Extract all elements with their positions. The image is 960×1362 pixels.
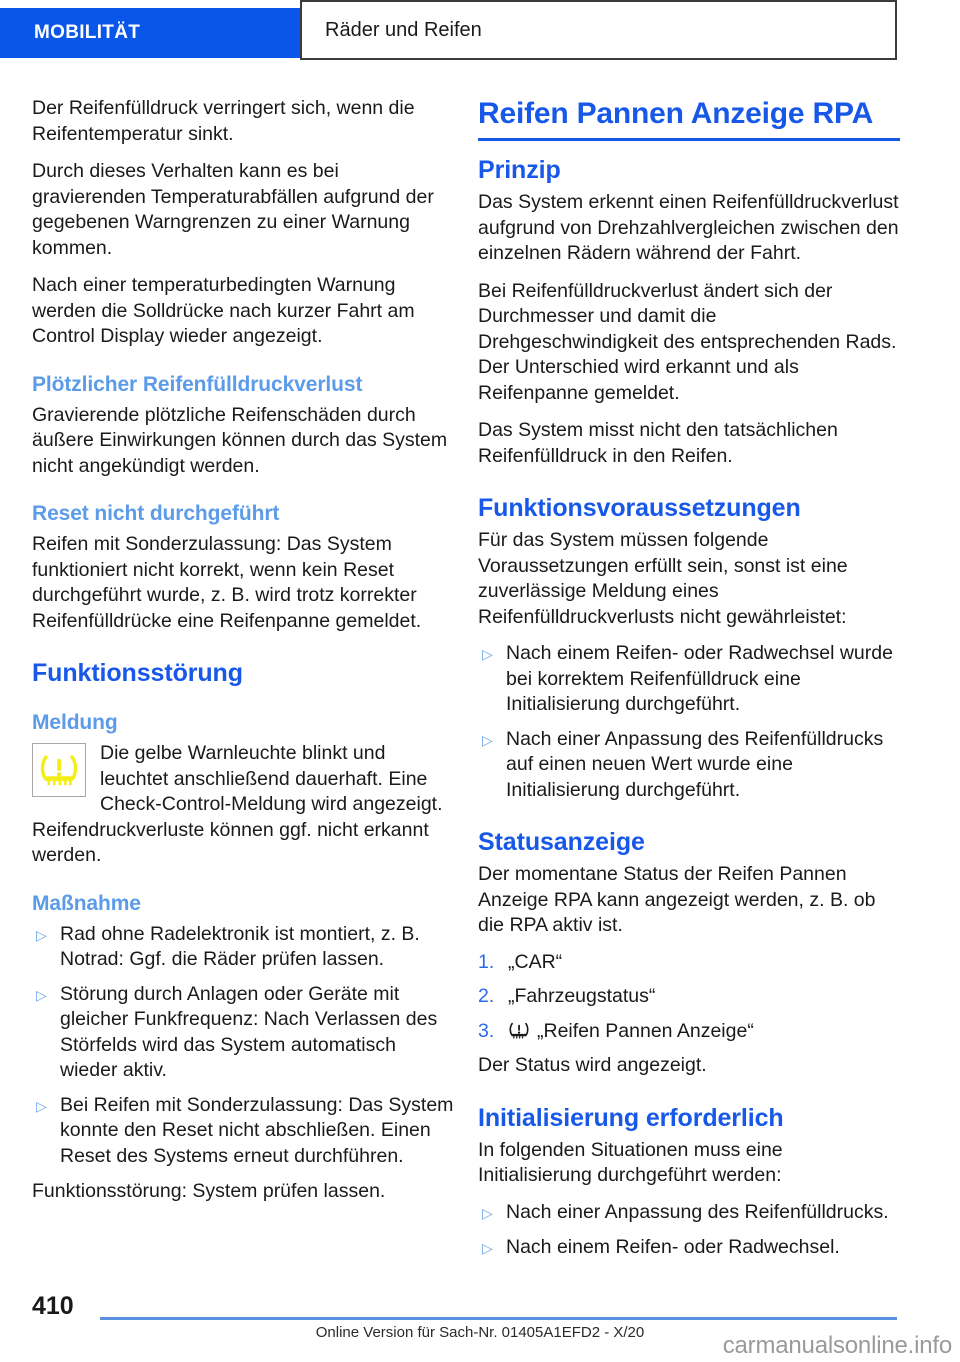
paragraph-intro-1: Der Reifenfülldruck verringert sich, wenn die Reifentemperatur sinkt. (32, 97, 415, 145)
step-number: 1. (478, 950, 495, 973)
list-item (32, 1093, 454, 1170)
list-item (478, 727, 900, 804)
list-item-label: Störung durch Anlagen oder Geräte mit gleicher Funkfrequenz: Nach Verlassen des Störfelds wird das System automatisch wieder aktiv. (60, 982, 438, 1081)
tpms-inline-icon (508, 1019, 530, 1045)
list-item-label: Nach einem Reifen- oder Radwechsel wurde bei korrektem Reifenfülldruck eine Initialisierung durchgeführt. (506, 642, 893, 715)
right-column (478, 96, 900, 1271)
list-item (478, 641, 900, 718)
page-number: 410 (32, 1292, 74, 1320)
step-number: 3. (478, 1019, 495, 1042)
paragraph-status-closing: Der Status wird angezeigt. (478, 1054, 707, 1076)
heading-measure: Maßnahme (32, 891, 141, 915)
step-label: „Reifen Pannen Anzeige“ (537, 1019, 754, 1042)
page-title: Reifen Pannen Anzeige RPA (478, 96, 900, 141)
step-label-wrapper (508, 950, 900, 976)
measure-list (32, 922, 454, 1170)
paragraph-malfunction-closing: Funktionsstörung: System prüfen lassen. (32, 1180, 386, 1202)
list-item (478, 1019, 900, 1045)
list-item-label: Nach einer Anpassung des Reifenfülldrucks auf einen neuen Wert wurde eine Initialisierung durchgeführt. (506, 727, 884, 801)
step-number: 2. (478, 985, 495, 1007)
heading-initialization-required: Initialisierung erforderlich (478, 1103, 784, 1132)
step-label: „Fahrzeugstatus“ (508, 985, 656, 1007)
heading-status-display: Statusanzeige (478, 828, 645, 856)
list-item-label: Bei Reifen mit Sonderzulassung: Das System konnte den Reset nicht abschließen. Einen Reset des Systems erneut durchführen. (60, 1093, 454, 1167)
list-item (32, 982, 454, 1084)
paragraph-prerequisites-intro: Für das System müssen folgende Voraussetzungen erfüllt sein, sonst ist eine zuverlässige Meldung eines Reifenfülldruckverlusts nicht gewährleistet: (478, 529, 848, 628)
bullet-triangle-icon: ▷ (482, 731, 493, 748)
paragraph-sudden-pressure-loss: Gravierende plötzliche Reifenschäden durch äußere Einwirkungen können durch das System nicht angekündigt werden. (32, 403, 448, 477)
list-item-label: Nach einem Reifen- oder Radwechsel. (506, 1235, 840, 1258)
step-label-wrapper (508, 1019, 900, 1045)
paragraph-initialization-intro: In folgenden Situationen muss eine Initialisierung durchgeführt werden: (478, 1138, 783, 1186)
bullet-triangle-icon: ▷ (36, 986, 47, 1003)
bullet-triangle-icon: ▷ (482, 646, 493, 662)
bullet-triangle-icon: ▷ (482, 1239, 493, 1256)
paragraph-reset-not-performed: Reifen mit Sonderzulassung: Das System funktioniert nicht korrekt, wenn kein Reset durchgeführt wurde, z. B. wird trotz korrekter Reifenfülldrücke eine Reifenpanne gemeldet. (32, 533, 422, 632)
paragraph-principle-1: Das System erkennt einen Reifenfülldruckverlust aufgrund von Drehzahlvergleichen zwischen den einzelnen Rädern während der Fahrt. (478, 191, 899, 264)
prerequisites-list (478, 641, 900, 803)
heading-sudden-pressure-loss: Plötzlicher Reifenfülldruckverlust (32, 372, 363, 396)
watermark-label: carmanualsonline.info (722, 1332, 952, 1359)
header-section-label: Räder und Reifen (325, 19, 482, 41)
heading-principle: Prinzip (478, 156, 561, 184)
heading-message: Meldung (32, 711, 118, 734)
heading-reset-not-performed: Reset nicht durchgeführt (32, 502, 280, 525)
heading-prerequisites: Funktionsvoraussetzungen (478, 494, 801, 522)
paragraph-principle-3: Das System misst nicht den tatsächlichen Reifenfülldruck in den Reifen. (478, 419, 838, 467)
list-item (478, 950, 900, 976)
list-item-label: Nach einer Anpassung des Reifenfülldrucks. (506, 1200, 889, 1223)
header-chapter-tab[interactable] (0, 8, 300, 58)
paragraph-message-text: Die gelbe Warnleuchte blinkt und leuchtet anschließend dauerhaft. Eine Check-Control-Meldung wird angezeigt. Reifendruckverluste können ggf. nicht erkannt werden. (32, 742, 443, 866)
step-label: „CAR“ (508, 950, 563, 973)
tpms-warning-icon (32, 743, 86, 797)
message-block (32, 741, 454, 869)
list-item (32, 922, 454, 973)
paragraph-intro-2: Durch dieses Verhalten kann es bei gravierenden Temperaturabfällen aufgrund der gegebenen Warngrenzen zu einer Warnung kommen. (32, 160, 434, 259)
heading-malfunction: Funktionsstörung (32, 659, 243, 687)
header-chapter-label: MOBILITÄT (34, 22, 141, 43)
list-item (478, 1200, 900, 1226)
paragraph-status-display-intro: Der momentane Status der Reifen Pannen Anzeige RPA kann angezeigt werden, z. B. ob die RPA aktiv ist. (478, 863, 876, 936)
bullet-triangle-icon: ▷ (482, 1204, 493, 1221)
footer-divider (100, 1317, 897, 1320)
list-item-label: Rad ohne Radelektronik ist montiert, z. B. Notrad: Ggf. die Räder prüfen lassen. (60, 922, 420, 970)
paragraph-intro-3: Nach einer temperaturbedingten Warnung werden die Solldrücke nach kurzer Fahrt am Control Display wieder angezeigt. (32, 274, 415, 347)
status-display-steps (478, 950, 900, 1045)
initialization-list (478, 1200, 900, 1261)
left-column (32, 96, 454, 1217)
bullet-triangle-icon: ▷ (36, 926, 47, 943)
step-label-wrapper (508, 984, 900, 1010)
online-version-note: Online Version für Sach-Nr. 01405A1EFD2 - X/20 (315, 1324, 645, 1341)
paragraph-principle-2: Bei Reifenfülldruckverlust ändert sich der Durchmesser und damit die Drehgeschwindigkeit des entsprechenden Rads. Der Unterschied wird erkannt und als Reifenpanne gemeldet. (478, 279, 897, 404)
list-item (478, 1235, 900, 1261)
list-item (478, 984, 900, 1010)
page-header (0, 0, 960, 62)
bullet-triangle-icon: ▷ (36, 1097, 47, 1114)
page-footer (0, 1284, 960, 1362)
